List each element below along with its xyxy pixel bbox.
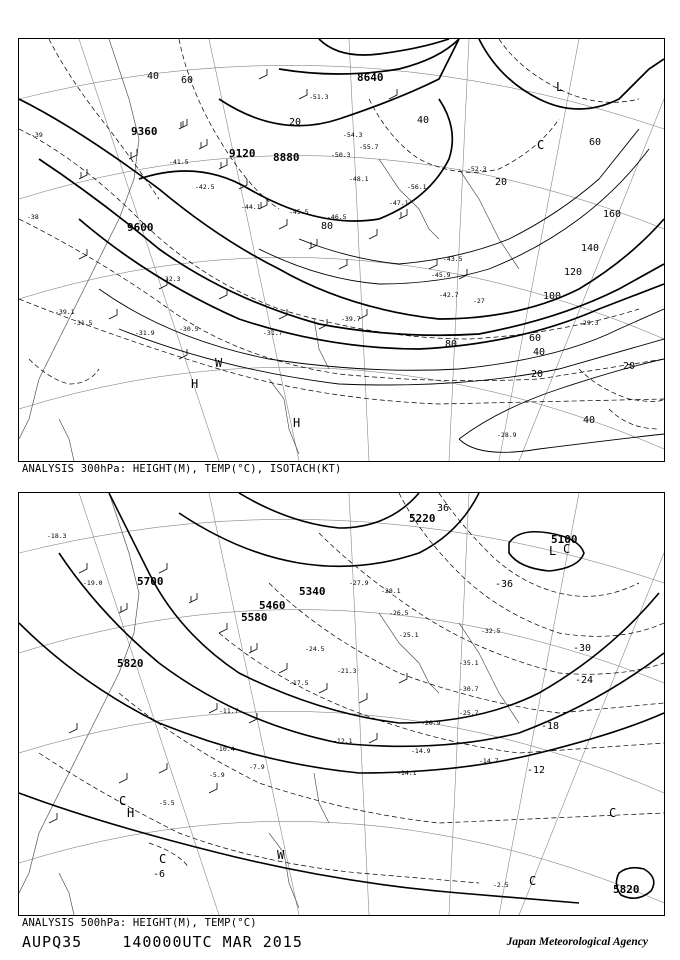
cold-center-label: C	[537, 138, 545, 152]
temp-sample: -24.5	[305, 645, 325, 653]
isotach-label: 20	[289, 117, 302, 128]
height-label: 8640	[357, 71, 384, 84]
height-label: 9600	[127, 221, 154, 234]
warm-center-label: W	[215, 356, 223, 370]
isotherm-label: -24	[575, 675, 594, 686]
valid-time: 140000UTC MAR 2015	[122, 933, 303, 951]
cold-center-label: C	[119, 794, 127, 808]
temp-sample: -55.7	[359, 143, 379, 151]
isotach-label: 20	[623, 361, 636, 372]
low-center-label: L	[556, 80, 564, 94]
high-center-label: H	[293, 416, 301, 430]
temp-sample: -25.1	[399, 631, 419, 639]
isotherm-label: -18	[541, 721, 560, 732]
cold-center-label: C	[529, 874, 537, 888]
isotherms	[19, 39, 664, 429]
graticule	[19, 39, 664, 461]
map-300hpa	[18, 38, 665, 462]
temp-sample: -51.3	[309, 93, 329, 101]
temp-sample: -28.9	[497, 431, 517, 439]
temp-sample: -12.1	[333, 737, 353, 745]
high-center-label: H	[127, 806, 135, 820]
isotach-label: 80	[321, 221, 334, 232]
temp-sample: -5.9	[209, 771, 225, 779]
height-label: 5460	[259, 599, 286, 612]
cold-center-label: C	[159, 852, 167, 866]
temp-sample: -10.4	[215, 745, 235, 753]
isotach-label: 40	[533, 347, 546, 358]
temp-sample: -14.9	[411, 747, 431, 755]
wind-barbs-500	[49, 563, 407, 823]
isotach-label: 60	[529, 333, 542, 344]
isotach-label: 20	[495, 177, 508, 188]
temp-sample: -21.3	[337, 667, 357, 675]
warm-center-label: W	[277, 848, 285, 862]
height-label: 9360	[131, 125, 158, 138]
temp-sample: -27	[473, 297, 485, 305]
isotach-label: 20	[531, 369, 544, 380]
temp-sample: -56.1	[407, 183, 427, 191]
temp-sample: -39.1	[55, 308, 75, 316]
temp-sample: -46.5	[327, 213, 347, 221]
chart-identifier	[22, 933, 303, 951]
temp-sample: -47.1	[389, 199, 409, 207]
isotach-label: 40	[583, 415, 596, 426]
temp-sample: -52.3	[467, 165, 487, 173]
height-label: 8880	[273, 151, 300, 164]
height-label: 5340	[299, 585, 326, 598]
temp-sample: -20.9	[421, 719, 441, 727]
temp-sample: -25.7	[459, 709, 479, 717]
map-300hpa-canvas	[19, 39, 664, 461]
temp-sample: -44.1	[241, 203, 261, 211]
height-label: 5220	[409, 512, 436, 525]
map-500hpa-canvas	[19, 493, 664, 915]
temp-sample: -30.7	[459, 685, 479, 693]
temp-sample: -2.5	[493, 881, 509, 889]
temp-sample: -54.3	[343, 131, 363, 139]
isotherm-label: -30	[573, 643, 592, 654]
temp-sample: -31.9	[135, 329, 155, 337]
temp-sample: -45.5	[289, 208, 309, 216]
isotach-label: 120	[564, 267, 583, 278]
caption-300hpa: ANALYSIS 300hPa: HEIGHT(M), TEMP(°C), ISOTACH(KT)	[22, 463, 342, 475]
temp-sample: -14.7	[479, 757, 499, 765]
graticule	[19, 493, 664, 915]
height-label: 5820	[117, 657, 144, 670]
temp-sample: -43.5	[443, 255, 463, 263]
temp-sample: -28.1	[381, 587, 401, 595]
temp-sample: -30.5	[179, 325, 199, 333]
temp-sample: -11.7	[219, 707, 239, 715]
temp-sample: -32.3	[161, 275, 181, 283]
isotach-label: 80	[445, 339, 458, 350]
temp-sample: -35.1	[459, 659, 479, 667]
temp-sample: -42.5	[195, 183, 215, 191]
caption-500hpa: ANALYSIS 500hPa: HEIGHT(M), TEMP(°C)	[22, 917, 257, 929]
temp-samples-500	[47, 532, 509, 889]
isotherm-label: -12	[527, 765, 546, 776]
temp-sample: -38	[27, 213, 39, 221]
high-center-label: H	[191, 377, 199, 391]
temp-sample: -27.9	[349, 579, 369, 587]
isotherm-label: -6	[153, 869, 166, 880]
isotach-label: 60	[181, 75, 194, 86]
temp-sample: -42.7	[439, 291, 459, 299]
temp-sample: -48.1	[349, 175, 369, 183]
isotach-label: 100	[543, 291, 562, 302]
isotach-label: 140	[581, 243, 600, 254]
temp-sample: -50.3	[331, 151, 351, 159]
temp-sample: -19.0	[83, 579, 103, 587]
temp-labels-500	[153, 503, 593, 880]
isotach-label: 60	[589, 137, 602, 148]
temp-sample: -31.7	[263, 329, 283, 337]
temp-sample: -17.5	[289, 679, 309, 687]
isotherm-label: -36	[495, 579, 514, 590]
cold-center-label: C	[563, 542, 571, 556]
temp-sample: -31.5	[73, 319, 93, 327]
height-label: 5580	[241, 611, 268, 624]
temp-sample: -18.3	[47, 532, 67, 540]
isotach-labels-300	[147, 71, 635, 426]
isotach-label: 160	[603, 209, 622, 220]
cold-center-label: C	[609, 806, 617, 820]
agency-name: Japan Meteorological Agency	[506, 936, 648, 948]
height-label: 5820	[613, 883, 640, 896]
isotach-label: 40	[147, 71, 160, 82]
height-label: 9120	[229, 147, 256, 160]
temp-sample: -7.9	[249, 763, 265, 771]
temp-sample: -26.5	[389, 609, 409, 617]
temp-sample: -45.9	[431, 271, 451, 279]
height-label: 5700	[137, 575, 164, 588]
chart-code: AUPQ35	[22, 933, 83, 951]
low-center-label: L	[549, 544, 557, 558]
height-label: 5100	[551, 533, 578, 546]
temp-sample: -5.5	[159, 799, 175, 807]
temp-sample: -39	[31, 131, 43, 139]
temp-sample: -39.7	[341, 315, 361, 323]
temp-sample: -14.1	[397, 769, 417, 777]
isotach-label: 40	[417, 115, 430, 126]
coastlines	[19, 39, 519, 461]
isotherm-label: 36	[437, 503, 450, 514]
temp-sample: -41.5	[169, 158, 189, 166]
temp-sample: -29.3	[579, 319, 599, 327]
temp-sample: -32.5	[481, 627, 501, 635]
map-500hpa	[18, 492, 665, 916]
